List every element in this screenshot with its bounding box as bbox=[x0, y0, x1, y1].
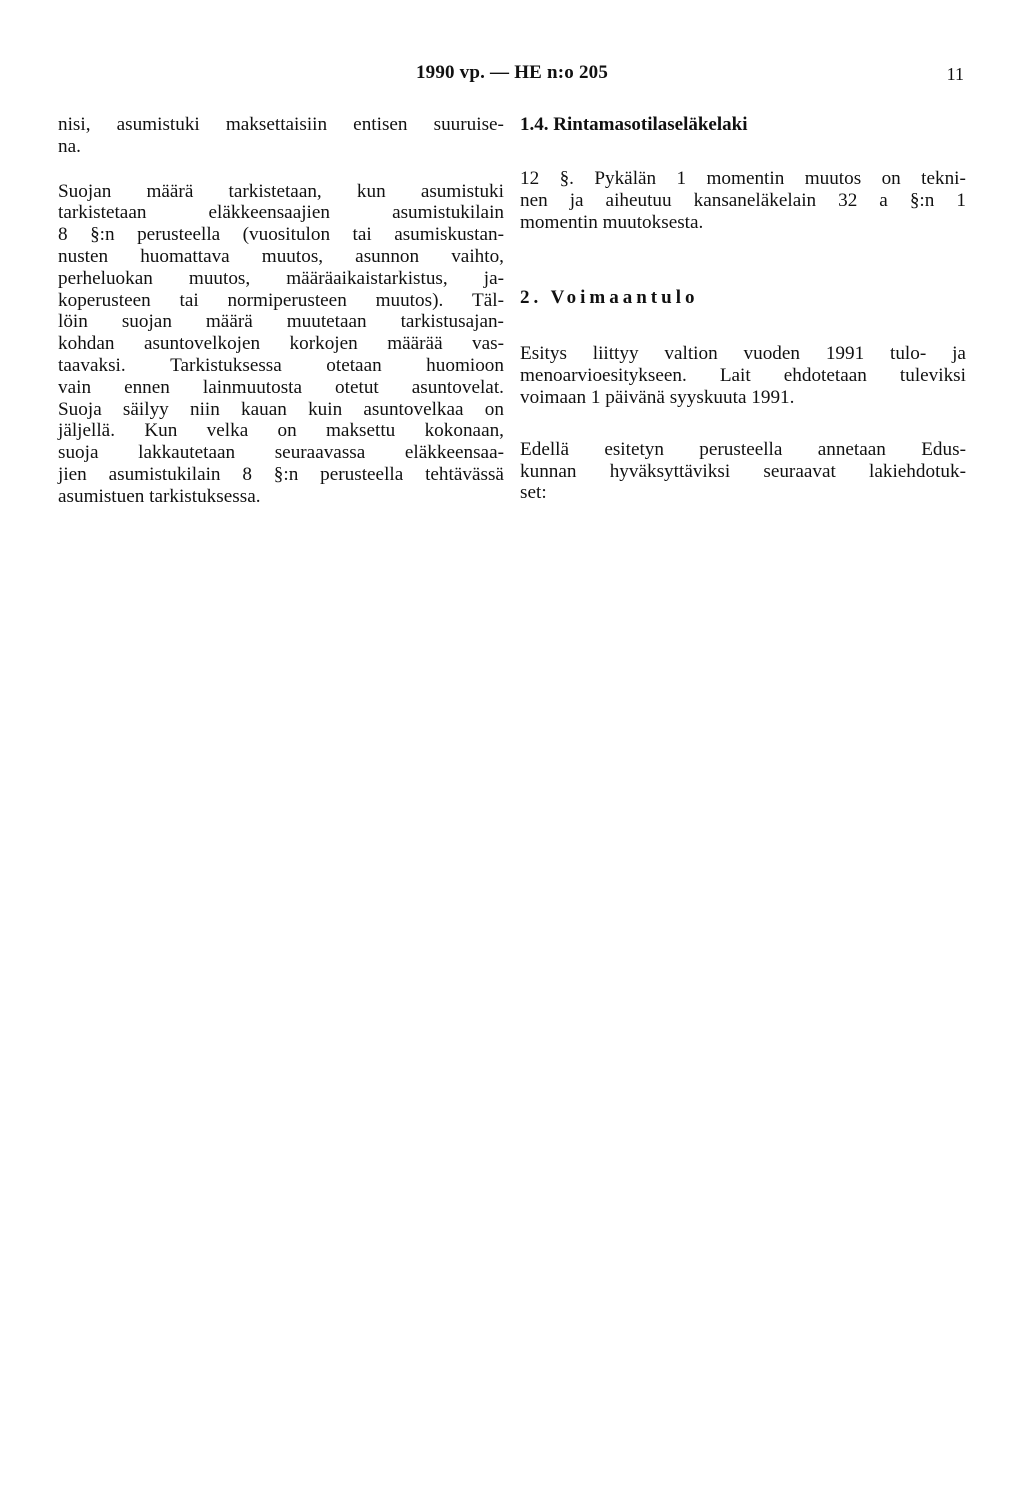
text-line: perheluokan muutos, määräaikaistarkistus, ja- bbox=[58, 267, 504, 289]
text-line: suoja lakkautetaan seuraavassa eläkkeensaa- bbox=[58, 442, 504, 464]
text-line: kohdan asuntovelkojen korkojen määrää vas- bbox=[58, 333, 504, 355]
text-line: Suojan määrä tarkistetaan, kun asumistuki bbox=[58, 180, 504, 202]
text-line: Esitys liittyy valtion vuoden 1991 tulo- ja bbox=[520, 343, 966, 365]
paragraph bbox=[520, 439, 966, 504]
text-line: asumistuen tarkistuksessa. bbox=[58, 485, 261, 507]
text-line: jäljellä. Kun velka on maksettu kokonaan, bbox=[58, 420, 504, 442]
text-line: koperusteen tai normiperusteen muutos). Täl- bbox=[58, 289, 504, 311]
paragraph bbox=[520, 343, 966, 408]
text-line: menoarvioesitykseen. Lait ehdotetaan tuleviksi bbox=[520, 365, 966, 387]
text-line: nen ja aiheutuu kansaneläkelain 32 a §:n 1 bbox=[520, 189, 966, 211]
text-line: voimaan 1 päivänä syyskuuta 1991. bbox=[520, 386, 795, 408]
text-line: set: bbox=[520, 482, 547, 504]
text-line: taavaksi. Tarkistuksessa otetaan huomioon bbox=[58, 354, 504, 376]
text-line: 12 §. Pykälän 1 momentin muutos on tekni- bbox=[520, 168, 966, 189]
page-number: 11 bbox=[946, 64, 964, 84]
text-line: jien asumistukilain 8 §:n perusteella tehtävässä bbox=[58, 463, 504, 485]
right-column bbox=[520, 114, 966, 504]
text-line: kunnan hyväksyttäviksi seuraavat lakiehdotuk- bbox=[520, 460, 966, 482]
section-heading: 2. Voimaantulo bbox=[520, 287, 699, 309]
paragraph bbox=[58, 181, 504, 508]
text-line: na. bbox=[58, 135, 81, 157]
paragraph bbox=[58, 114, 504, 158]
text-line: 8 §:n perusteella (vuositulon tai asumiskustan- bbox=[58, 224, 504, 246]
text-line: Edellä esitetyn perusteella annetaan Edus- bbox=[520, 438, 966, 460]
page-header-title: 1990 vp. — HE n:o 205 bbox=[415, 62, 609, 83]
text-line: nisi, asumistuki maksettaisiin entisen suuruise- bbox=[58, 114, 504, 135]
subsection-heading: 1.4. Rintamasotilaseläkelaki bbox=[520, 114, 748, 135]
text-line: momentin muutoksesta. bbox=[520, 211, 704, 233]
left-column bbox=[58, 114, 504, 508]
paragraph bbox=[520, 168, 966, 233]
text-line: Suoja säilyy niin kauan kuin asuntovelkaa on bbox=[58, 398, 504, 420]
text-line: löin suojan määrä muutetaan tarkistusajan- bbox=[58, 311, 504, 333]
text-line: nusten huomattava muutos, asunnon vaihto, bbox=[58, 245, 504, 267]
text-line: tarkistetaan eläkkeensaajien asumistukilain bbox=[58, 202, 504, 224]
text-line: vain ennen lainmuutosta otetut asuntovelat. bbox=[58, 376, 504, 398]
